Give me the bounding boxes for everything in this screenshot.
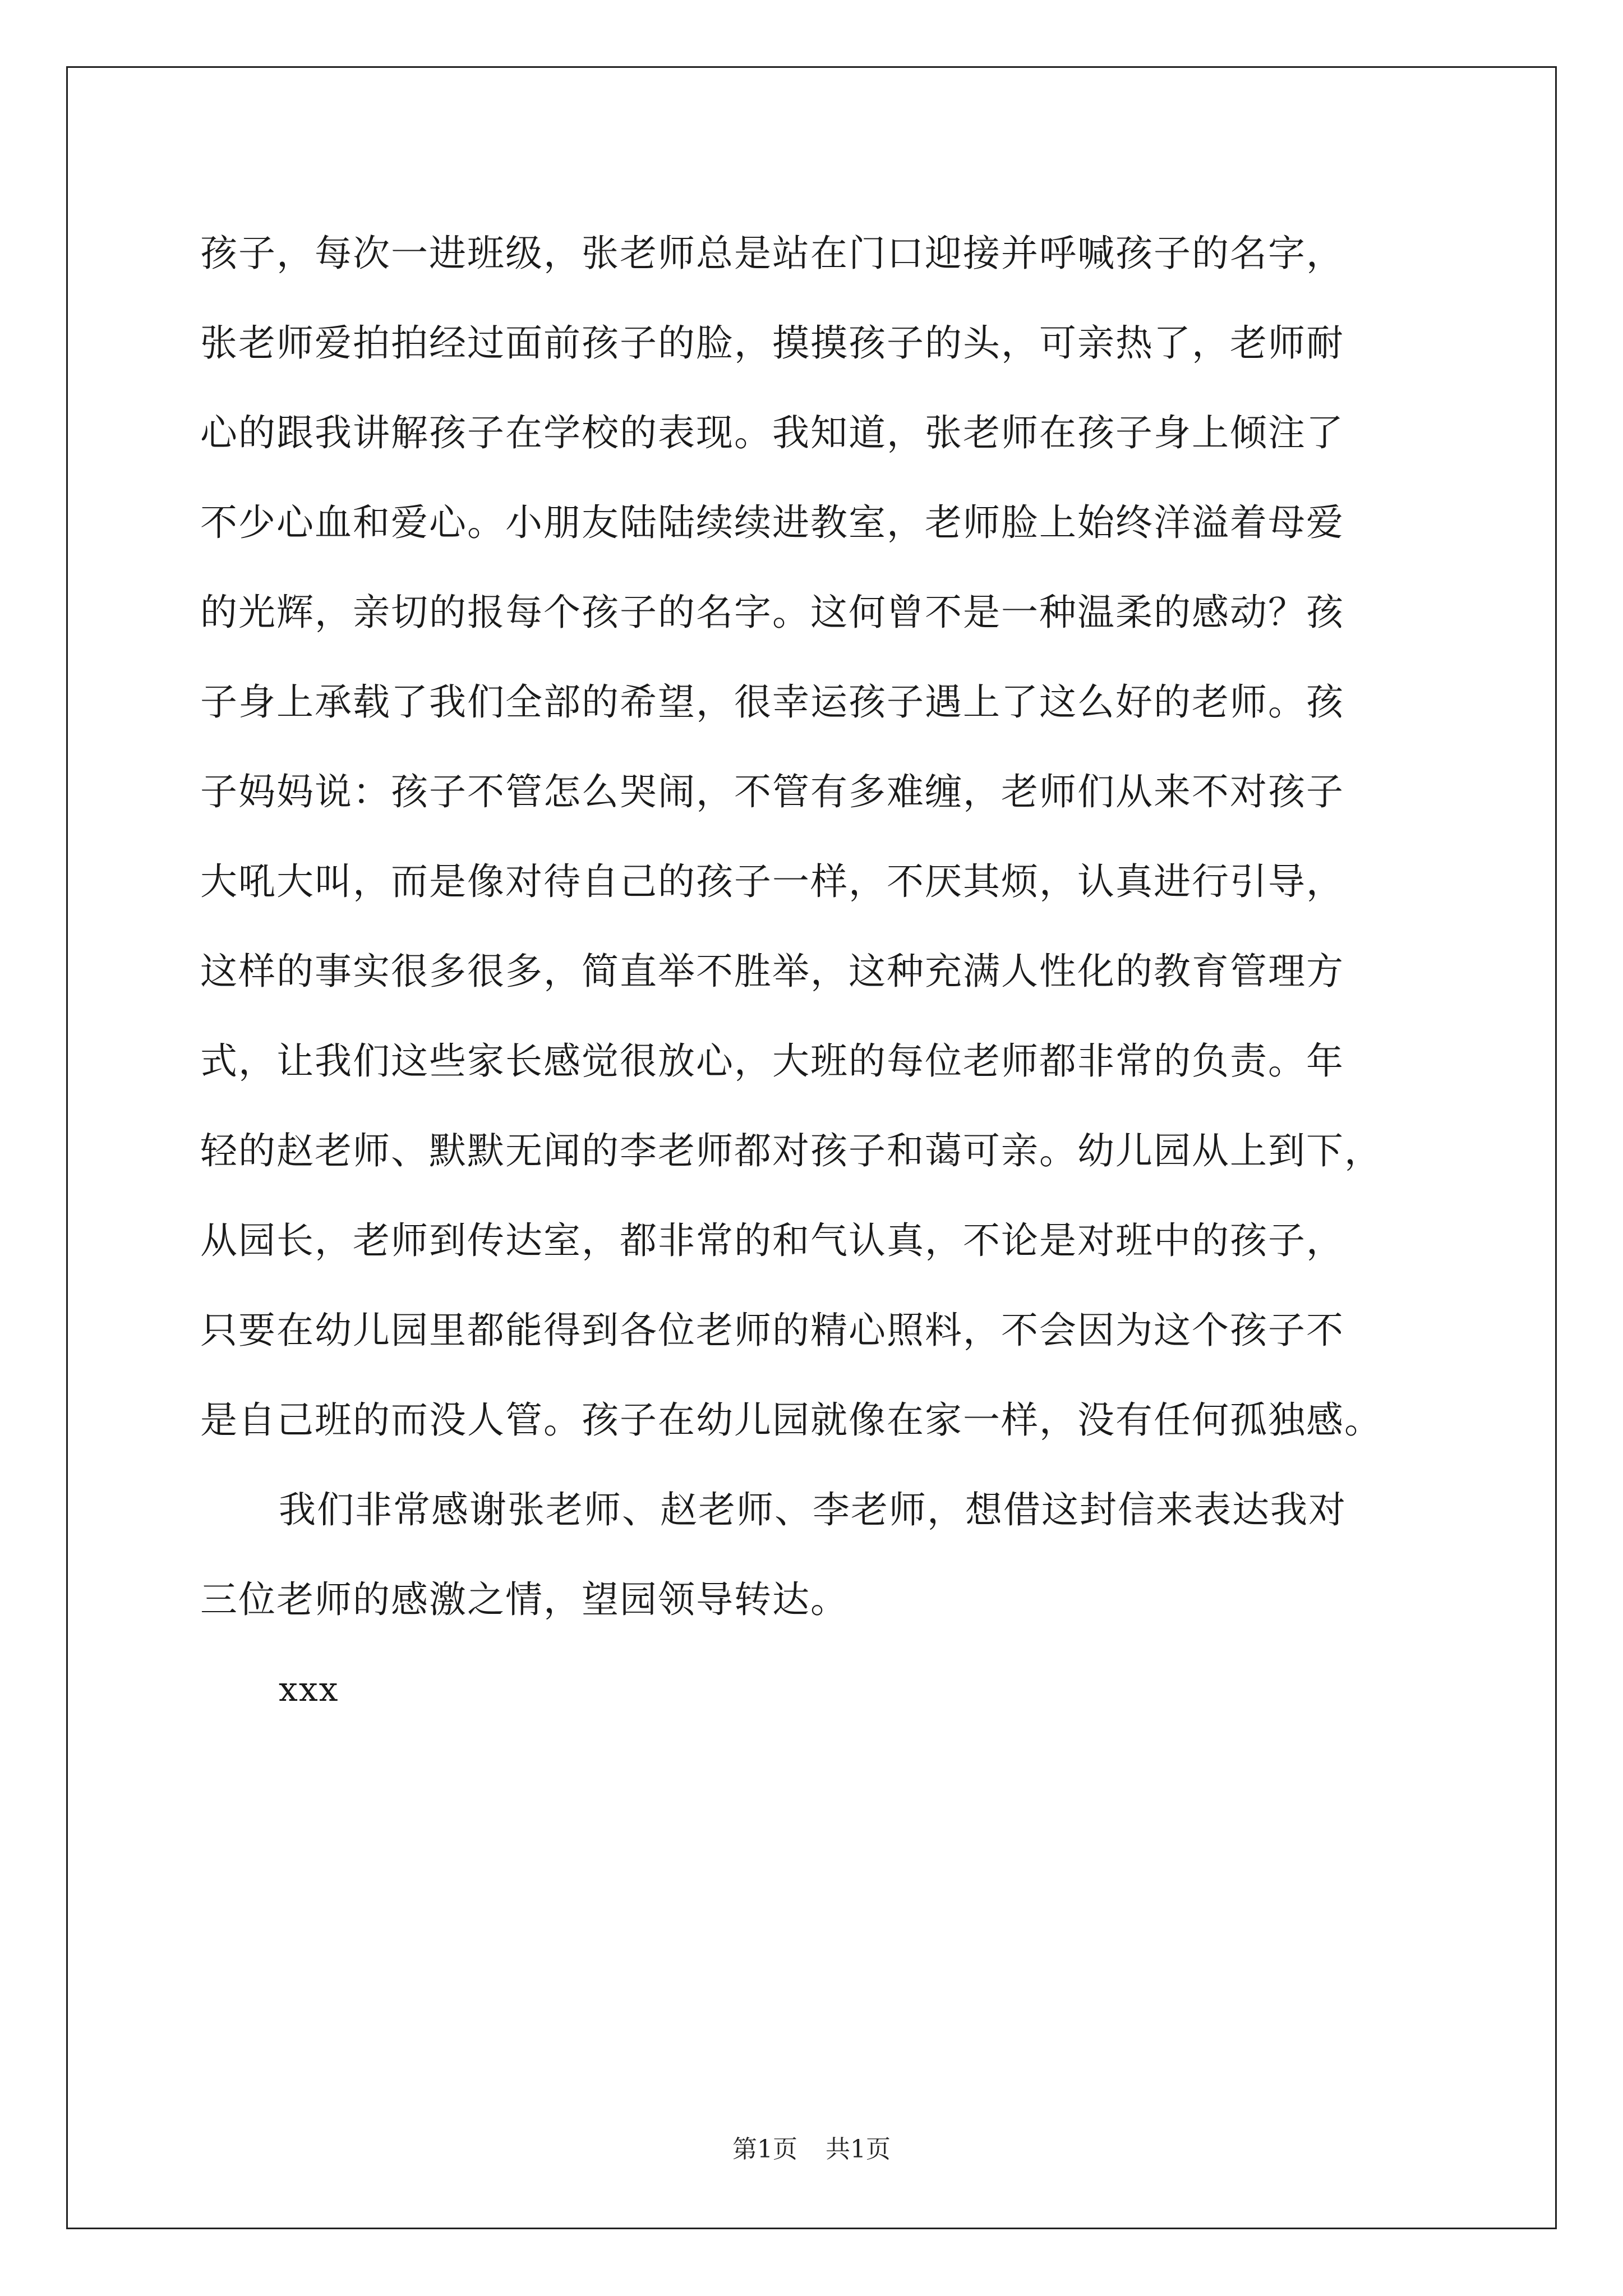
text-line: 是自己班的而没人管。孩子在幼儿园就像在家一样，没有任何孤独感。: [200, 1398, 1382, 1442]
text-line: 子妈妈说：孩子不管怎么哭闹，不管有多难缠，老师们从来不对孩子: [200, 770, 1344, 813]
letter-body: [200, 209, 1434, 1734]
text-line: 子身上承载了我们全部的希望，很幸运孩子遇上了这么好的老师。孩: [200, 680, 1344, 724]
text-line: 三位老师的感激之情，望园领导转达。: [200, 1578, 849, 1621]
text-line: 式，让我们这些家长感觉很放心，大班的每位老师都非常的负责。年: [200, 1039, 1344, 1083]
text-line: 不少心血和爱心。小朋友陆陆续续进教室，老师脸上始终洋溢着母爱: [200, 501, 1344, 544]
page-count: 共1页: [826, 2135, 891, 2164]
text-line: 孩子，每次一进班级，张老师总是站在门口迎接并呼喊孩子的名字，: [200, 232, 1344, 275]
text-line: 的光辉，亲切的报每个孩子的名字。这何曾不是一种温柔的感动？孩: [200, 591, 1344, 634]
text-line: 轻的赵老师、默默无闻的李老师都对孩子和蔼可亲。幼儿园从上到下，: [200, 1129, 1382, 1172]
page-number: 第1页: [732, 2135, 797, 2164]
paragraph-start-line: 我们非常感谢张老师、赵老师、李老师，想借这封信来表达我对: [279, 1488, 1347, 1531]
text-line: 张老师爱拍拍经过面前孩子的脸，摸摸孩子的头，可亲热了，老师耐: [200, 321, 1344, 365]
text-line: 心的跟我讲解孩子在学校的表现。我知道，张老师在孩子身上倾注了: [200, 411, 1344, 454]
text-line: 从园长，老师到传达室，都非常的和气认真，不论是对班中的孩子，: [200, 1219, 1344, 1262]
text-line: 大吼大叫，而是像对待自己的孩子一样，不厌其烦，认真进行引导，: [200, 860, 1344, 903]
text-line: 只要在幼儿园里都能得到各位老师的精心照料，不会因为这个孩子不: [200, 1309, 1344, 1352]
signature: xxx: [279, 1670, 339, 1709]
text-line: 这样的事实很多很多，简直举不胜举，这种充满人性化的教育管理方: [200, 950, 1344, 993]
page-footer: [0, 2129, 1623, 2165]
